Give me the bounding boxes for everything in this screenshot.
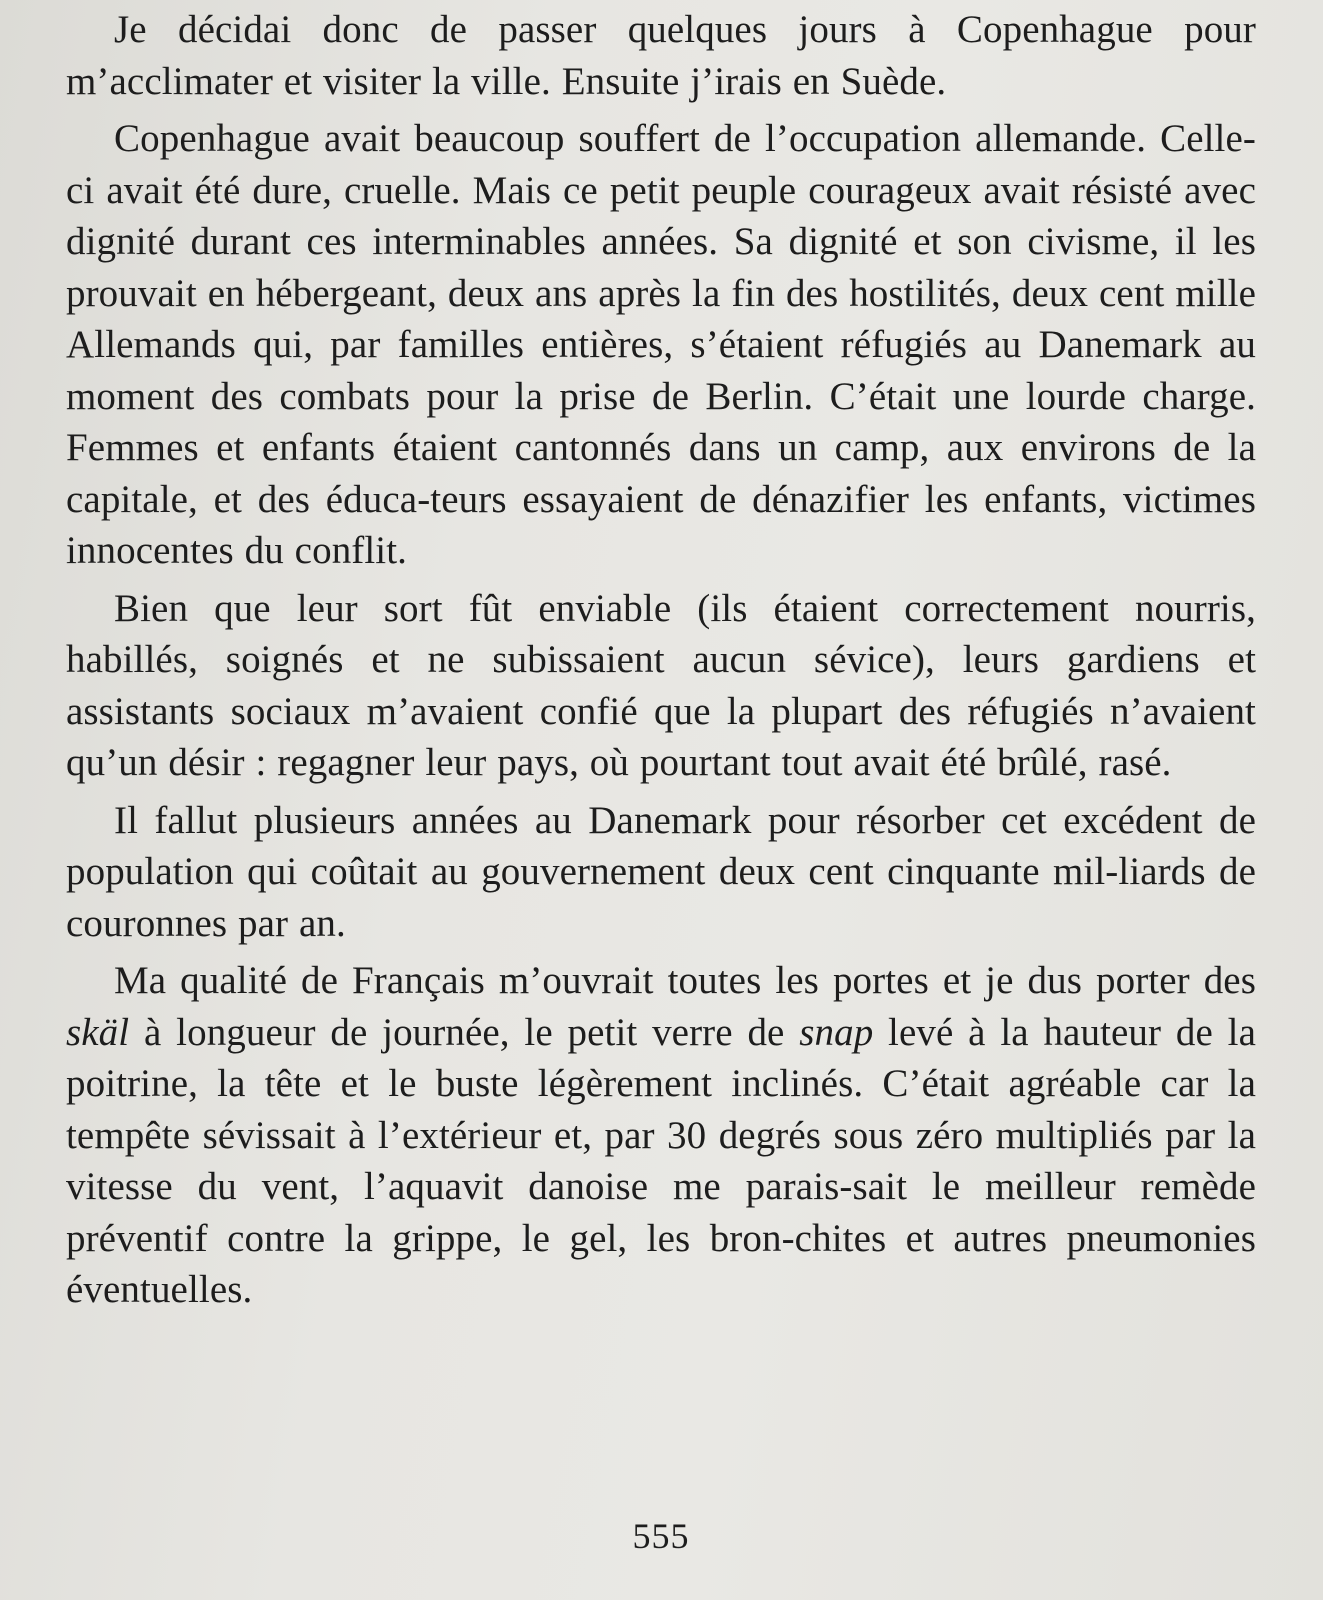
- paragraph-3-text: Bien que leur sort fût enviable (ils étaient correctement nourris, habillés, soignés et ne subissaient aucun sévice), leurs gardiens et assistants sociaux m’avaient confié que la plupart des réfugiés n’avaient qu’un désir : regagner leur pays, où pourtant tout avait été brûlé, rasé.: [66, 586, 1256, 784]
- paragraph-5: [66, 955, 1256, 1316]
- paragraph-4: [66, 795, 1256, 950]
- body-text: [66, 4, 1256, 1316]
- paragraph-3: [66, 583, 1256, 789]
- paragraph-5-text-a: Ma qualité de Français m’ouvrait toutes les portes et je dus porter des: [114, 959, 1256, 1002]
- page-number: 555: [632, 1516, 690, 1556]
- paragraph-5-italic-snap: snap: [799, 1010, 874, 1054]
- paragraph-2-text: Copenhague avait beaucoup souffert de l’occupation allemande. Celle-ci avait été dure, cruelle. Mais ce petit peuple courageux avait résisté avec dignité durant ces interminables années. Sa dignité et son civisme, il les prouvait en hébergeant, deux ans après la fin des hostilités, deux cent mille Allemands qui, par familles entières, s’étaient réfugiés au Danemark au moment des combats pour la prise de Berlin. C’était une lourde charge. Femmes et enfants étaient cantonnés dans un camp, aux environs de la capitale, et des éduca-teurs essayaient de dénazifier les enfants, victimes innocentes du conflit.: [66, 117, 1256, 572]
- paragraph-4-text: Il fallut plusieurs années au Danemark pour résorber cet excédent de population qui coûtait au gouvernement deux cent cinquante mil-liards de couronnes par an.: [66, 798, 1256, 945]
- paragraph-1-text: Je décidai donc de passer quelques jours à Copenhague pour m’acclimater et visiter la ville. Ensuite j’irais en Suède.: [66, 8, 1256, 103]
- paragraph-5-text-c: levé à la hauteur de la poitrine, la tête et le buste légèrement inclinés. C’était agréable car la tempête sévissait à l’extérieur et, par 30 degrés sous zéro multipliés par la vitesse du vent, l’aquavit danoise me parais-sait le meilleur remède préventif contre la grippe, le gel, les bron-chites et autres pneumonies éventuelles.: [66, 1010, 1256, 1311]
- book-page: [66, 0, 1256, 1600]
- paragraph-2: [66, 113, 1256, 577]
- paragraph-5-italic-skal: skäl: [66, 1010, 130, 1054]
- paragraph-1: [66, 4, 1256, 107]
- paragraph-5-text-b: à longueur de journée, le petit verre de: [129, 1010, 800, 1054]
